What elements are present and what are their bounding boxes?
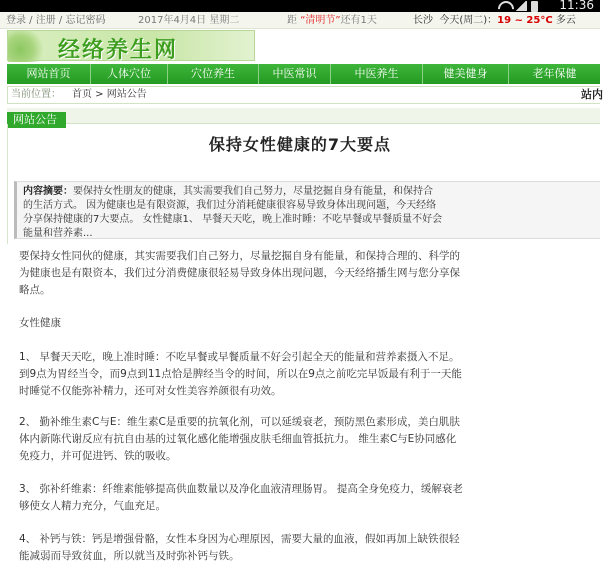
section-header xyxy=(7,108,600,124)
summary-line: 能量和营养素... xyxy=(23,228,93,239)
weather-temperature: 19 ~ 25°C xyxy=(497,15,553,26)
breadcrumb-home[interactable]: 首页 xyxy=(72,89,92,100)
summary-line xyxy=(23,185,600,199)
nav-item-fitness[interactable]: 健美健身 xyxy=(423,64,509,84)
section-title: 网站公告 xyxy=(7,112,66,128)
site-logo-text: 经络养生网 xyxy=(58,37,179,63)
nav-item-acupoint-health[interactable]: 穴位养生 xyxy=(168,64,259,84)
forgot-password-link[interactable]: 忘记密码 xyxy=(65,15,106,26)
nav-item-tcm-health[interactable]: 中医养生 xyxy=(331,64,423,84)
current-date: 2017年4月4日 星期二 xyxy=(138,15,240,26)
body-line: 到9点为胃经当令，而9点到11点恰是脾经当令的时间，所以在9点之前吃完早饭最有利于一天能 xyxy=(19,368,462,380)
site-logo[interactable] xyxy=(7,30,255,61)
weather-info xyxy=(413,12,576,29)
body-line: 要保持女性同伙的健康，其实需要我们自己努力，尽量挖掘自身有能量，和保持合理的、科学的 xyxy=(19,250,460,262)
account-links: 登录 / 注册 / 忘记密码 xyxy=(6,15,106,26)
status-time: 11:36 xyxy=(559,0,594,12)
article-summary xyxy=(14,181,600,239)
breadcrumb-path xyxy=(72,87,147,103)
login-link[interactable]: 登录 xyxy=(6,15,26,26)
status-icons xyxy=(497,0,538,12)
breadcrumb-separator: > xyxy=(92,89,107,100)
article-title: 保持女性健康的7大要点 xyxy=(208,135,392,154)
countdown-prefix: 距 xyxy=(287,15,297,26)
body-line: 够使女人精力充分，气血充足。 xyxy=(19,500,166,512)
breadcrumb-label: 当前位置： xyxy=(11,89,61,100)
wifi-icon xyxy=(497,1,511,11)
weather-day: 今天(周二)： xyxy=(439,15,498,26)
body-line: 免疫力，并可促进钙、铁的吸收。 xyxy=(19,450,177,462)
battery-icon xyxy=(531,1,538,12)
countdown-festival: “清明节” xyxy=(300,15,341,26)
body-line: 1、 早餐天天吃，晚上准时睡：不吃早餐或早餐质量不好会引起全天的能量和营养素摄入不足。 xyxy=(19,351,460,363)
nav-item-home[interactable]: 网站首页 xyxy=(7,64,91,84)
register-link[interactable]: 注册 xyxy=(35,15,56,26)
body-line: 体内新陈代谢反应有抗自由基的过氧化感化能增强皮肤毛细血管抵抗力。 维生素C与E协同感化 xyxy=(19,433,457,445)
weather-city: 长沙 xyxy=(413,15,433,26)
signal-icon xyxy=(515,1,527,11)
body-line: 为健康也是有限资本，我们过分消费健康很轻易导致身体出现问题，今天经络播生网与您分享保 xyxy=(19,267,460,279)
nav-item-acupoints[interactable]: 人体穴位 xyxy=(91,64,168,84)
countdown-suffix: 还有1天 xyxy=(340,15,377,26)
breadcrumb xyxy=(7,86,603,104)
summary-line: 的生活方式。 因为健康也是有限资源，我们过分消耗健康很容易导致身体出现问题，今天经络 xyxy=(23,200,437,211)
site-search-label: 站内 xyxy=(581,88,603,101)
summary-text: 要保持女性朋友的健康，其实需要我们自己努力，尽量挖掘自身有能量，和保持合 xyxy=(73,186,433,197)
summary-line: 分享保持健康的7大要点。 女性健康1、 早餐天天吃，晚上准时睡：不吃早餐或早餐质量不好会 xyxy=(23,214,443,225)
body-line: 2、 勤补维生素C与E：维生素C是重要的抗氧化剂，可以延缓衰老，预防黑色素形成，美白肌肤 xyxy=(19,416,460,428)
main-nav xyxy=(7,64,600,84)
body-line: 3、 弥补纤维素：纤维素能够提高供血数量以及净化血液清理肠胃。 提高全身免疫力，缓解衰老 xyxy=(19,483,463,495)
android-status-bar xyxy=(0,0,600,12)
body-line: 4、 补钙与铁：钙是增强骨骼，女性本身因为心理原因，需要大量的血液，假如再加上缺铁很轻 xyxy=(19,533,460,545)
body-line: 时睡觉不仅能弥补精力，还可对女性美容养颜很有功效。 xyxy=(19,385,282,397)
nav-item-tcm-basics[interactable]: 中医常识 xyxy=(259,64,331,84)
top-info-bar xyxy=(0,12,600,29)
body-line: 能减弱而导致贫血，所以就当及时弥补钙与铁。 xyxy=(19,550,240,562)
leaf-logo-icon xyxy=(8,31,48,62)
body-line: 女性健康 xyxy=(19,317,61,329)
body-line: 略点。 xyxy=(19,284,51,296)
festival-countdown xyxy=(287,12,377,29)
breadcrumb-current[interactable]: 网站公告 xyxy=(106,89,147,100)
summary-label: 内容摘要： xyxy=(23,186,73,197)
nav-item-elderly-care[interactable]: 老年保健 xyxy=(532,67,577,80)
weather-description: 多云 xyxy=(555,15,576,26)
